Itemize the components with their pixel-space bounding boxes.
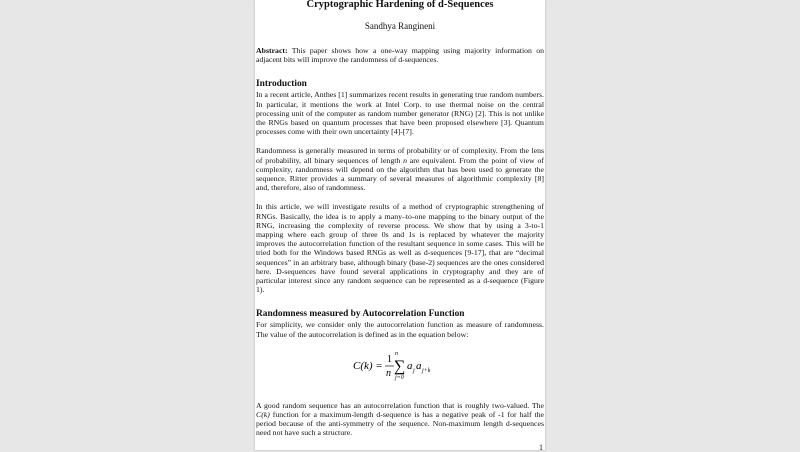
intro-p2-part-a: Randomness is generally measured in terms of probability or of complexity. From the lens of probability, all binary sequences of length: [256, 146, 544, 165]
section2-paragraph-2: [256, 401, 544, 438]
abstract-text: This paper shows how a one-way mapping using majority information on adjacent bits will improve the randomness of d-sequences.: [256, 46, 544, 65]
equation-sum-upper: n: [395, 350, 398, 357]
page-content: [256, 0, 544, 438]
section2-paragraph-1: For simplicity, we consider only the autocorrelation function as measure of randomness. The value of the autocorrelation is defined as in the equation below:: [256, 320, 544, 339]
autocorrelation-equation: [256, 339, 544, 389]
section2-p2-ck: C(k): [256, 410, 270, 420]
abstract-paragraph: [256, 46, 544, 64]
equation-sum-symbol: ∑: [394, 357, 406, 375]
equation-lhs: C(k) =: [353, 359, 383, 372]
paper-title: Cryptographic Hardening of d-Sequences: [306, 0, 494, 10]
equation-fraction-numerator: 1: [387, 353, 392, 365]
equation-term-a-jk: a: [416, 359, 422, 372]
equation-term-a-j: a: [407, 359, 413, 372]
intro-paragraph-1: In a recent article, Anthes [1] summarizes recent results in generating true random numbers. In particular, it mentions the work at Intel Corp. to use thermal noise on the central processing unit of the computer as random number generator (RNG) [2]. This is not unlike the RNGs based on quantum processes that have been proposed elsewhere [3]. Quantum processes come with their own uncertainty [4]-[7].: [256, 90, 544, 137]
intro-p2-part-b: are equivalent. From the point of view of complexity, randomness will depend on the algorithm that has been used to generate the sequence. Ritter provides a summary of several measures of algorithmic complexity [8] and, therefore, also of randomness.: [256, 155, 544, 193]
introduction-heading: Introduction: [256, 79, 307, 90]
equation-fraction-denominator: n: [386, 367, 391, 379]
abstract-label: Abstract:: [256, 46, 288, 55]
page-number: 1: [539, 443, 543, 452]
paper-author: Sandhya Rangineni: [364, 21, 436, 31]
section2-p2-part-b: function for a maximum-length d-sequence is has a negative peak of -1 for half the period because of the anti-symmetry of the sequence. Non-maximum length d-sequences need not have such a structure.: [256, 410, 544, 438]
intro-paragraph-3: In this article, we will investigate results of a method of cryptographic strengthening of RNGs. Basically, the idea is to apply a many–to-one mapping to the binary output of the RNG, increasing the complexity of reverse process. We show that by using a 3-to-1 mapping where each group of three 0s and 1s is replaced by whatever the majority improves the autocorrelation function of the resultant sequence in some cases. This will be tried both for the Windows based RNGs as well as d-sequences [9-17], that are “decimal sequences” in an arbitrary base, although binary (base-2) sequences are the ones considered here. D-sequences have found several applications in cryptography and they are of particular interest since any random sequence can be represented as a d-sequence (Figure 1).: [256, 202, 544, 295]
paper-page: [255, 0, 545, 450]
autocorrelation-heading: Randomness measured by Autocorrelation Function: [256, 309, 465, 320]
intro-p2-n: n: [403, 155, 407, 165]
equation-sum-lower: j=0: [395, 374, 404, 381]
intro-paragraph-2: [256, 146, 544, 192]
equation-sub-jk: j+k: [422, 367, 431, 374]
equation-sub-j: j: [413, 367, 415, 374]
section2-p2-part-a: A good random sequence has an autocorrelation function that is roughly two-valued. The: [256, 400, 544, 410]
